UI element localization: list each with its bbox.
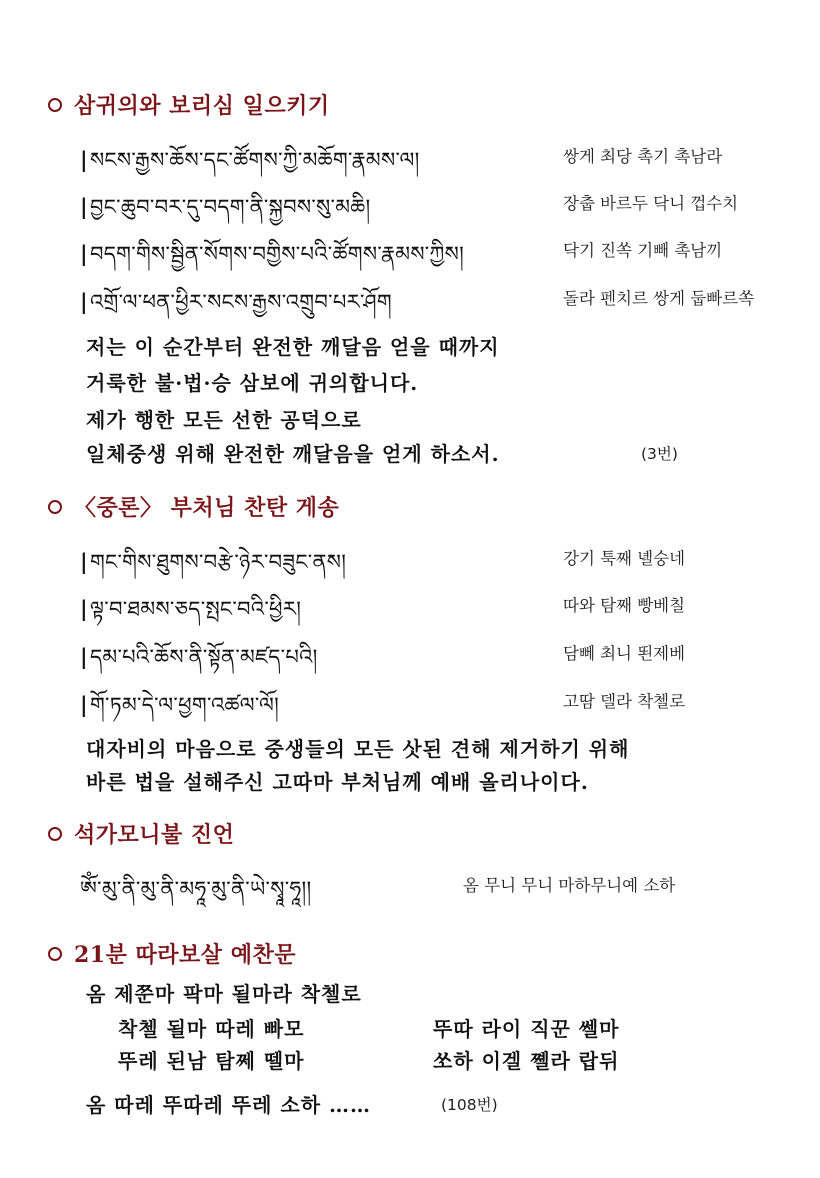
pronunciation: 옴 무니 무니 마하무니예 소하 [463, 876, 676, 895]
circle-bullet-icon [48, 98, 62, 112]
tibetan-verse: |གོ་ཏམ་དེ་ལ་ཕྱག་འཚལ་ལོ། [80, 692, 280, 717]
tara-verse-right: 뚜따 라이 직꾼 쎌마 [433, 1017, 620, 1041]
korean-translation-line: 바른 법을 설해주신 고따마 부처님께 예배 올리나이다. [86, 770, 589, 794]
korean-translation-line: 대자비의 마음으로 중생들의 모든 삿된 견해 제거하기 위해 [86, 737, 630, 761]
pronunciation: 쌍게 최당 촉기 촉남라 [563, 147, 723, 166]
tibetan-verse: |འགྲོ་ལ་ཕན་ཕྱིར་སངས་རྒྱས་འགྲུབ་པར་ཤོག [80, 289, 392, 314]
shad-mark-icon: | [80, 194, 88, 219]
section-heading-tara [48, 938, 296, 969]
section-heading-praise [48, 491, 339, 522]
pronunciation: 따와 탐째 빵베칠 [563, 596, 686, 615]
shad-mark-icon: | [80, 289, 88, 314]
section-heading-refuge [48, 89, 330, 120]
heading-text: 21분 따라보살 예찬문 [74, 942, 296, 968]
shad-mark-icon: | [80, 644, 88, 669]
tibetan-verse: |དམ་པའི་ཆོས་ནི་སྟོན་མཛད་པའི། [80, 644, 318, 669]
tara-verse-right: 쏘하 이겔 쪨라 랍뒤 [433, 1049, 620, 1073]
shad-mark-icon: | [80, 692, 88, 717]
tibetan-verse: |བདག་གིས་སྦྱིན་སོགས་བགྱིས་པའི་ཚོགས་རྣམས་ཀྱིས། [80, 241, 465, 266]
heading-text: 삼귀의와 보리심 일으키기 [74, 93, 330, 119]
tara-intro-line: 옴 제쭌마 팍마 될마라 착첼로 [86, 982, 362, 1006]
tibetan-verse: |ལྟ་བ་ཐམས་ཅད་སྤང་བའི་ཕྱིར། [80, 596, 302, 621]
pronunciation: 닥기 진쏙 기빼 촉남끼 [563, 241, 723, 260]
tara-verse-left: 뚜레 된남 탐쩨 뗄마 [118, 1049, 305, 1073]
pronunciation: 담뻬 최니 뙨제베 [563, 644, 686, 663]
shad-mark-icon: | [80, 241, 88, 266]
korean-translation-line: 저는 이 순간부터 완전한 깨달음 얻을 때까지 [86, 335, 500, 359]
pronunciation: 강기 툭째 녤숭네 [563, 549, 686, 568]
repeat-count: (108번) [441, 1096, 498, 1114]
tibetan-verse: |བྱང་ཆུབ་བར་དུ་བདག་ནི་སྐྱབས་སུ་མཆི། [80, 194, 371, 219]
korean-translation-line: 거룩한 불·법·승 삼보에 귀의합니다. [86, 371, 419, 395]
repeat-count: (3번) [641, 445, 678, 463]
section-heading-mantra [48, 818, 234, 849]
korean-translation-line: 일체중생 위해 완전한 깨달음을 얻게 하소서. [86, 442, 500, 466]
shad-mark-icon: | [80, 549, 88, 574]
shad-mark-icon: | [80, 147, 88, 172]
tibetan-verse: |སངས་རྒྱས་ཆོས་དང་ཚོགས་ཀྱི་མཆོག་རྣམས་ལ། [80, 147, 420, 172]
korean-translation-line: 제가 행한 모든 선한 공덕으로 [86, 408, 362, 432]
pronunciation: 고땀 델라 착첼로 [563, 692, 686, 711]
heading-text: 석가모니불 진언 [74, 822, 235, 848]
pronunciation: 돌라 펜치르 쌍게 둡빠르쏙 [563, 289, 755, 308]
tara-verse-left: 착첼 될마 따레 빠모 [118, 1017, 305, 1041]
circle-bullet-icon [48, 947, 62, 961]
tara-mantra-line: 옴 따레 뚜따레 뚜레 소하 …… [86, 1093, 372, 1117]
tibetan-mantra: ༀ་མུ་ནི་མུ་ནི་མཧཱ་མུ་ནི་ཡེ་སྭཱ་ཧཱ།། [80, 877, 312, 901]
shad-mark-icon: | [80, 596, 88, 621]
circle-bullet-icon [48, 500, 62, 514]
pronunciation: 장춥 바르두 닥니 껍수치 [563, 194, 739, 213]
tibetan-verse: |གང་གིས་ཐུགས་བརྩེ་ཉེར་བཟུང་ནས། [80, 549, 347, 574]
heading-text: 〈중론〉 부처님 찬탄 게송 [74, 495, 340, 521]
circle-bullet-icon [48, 827, 62, 841]
